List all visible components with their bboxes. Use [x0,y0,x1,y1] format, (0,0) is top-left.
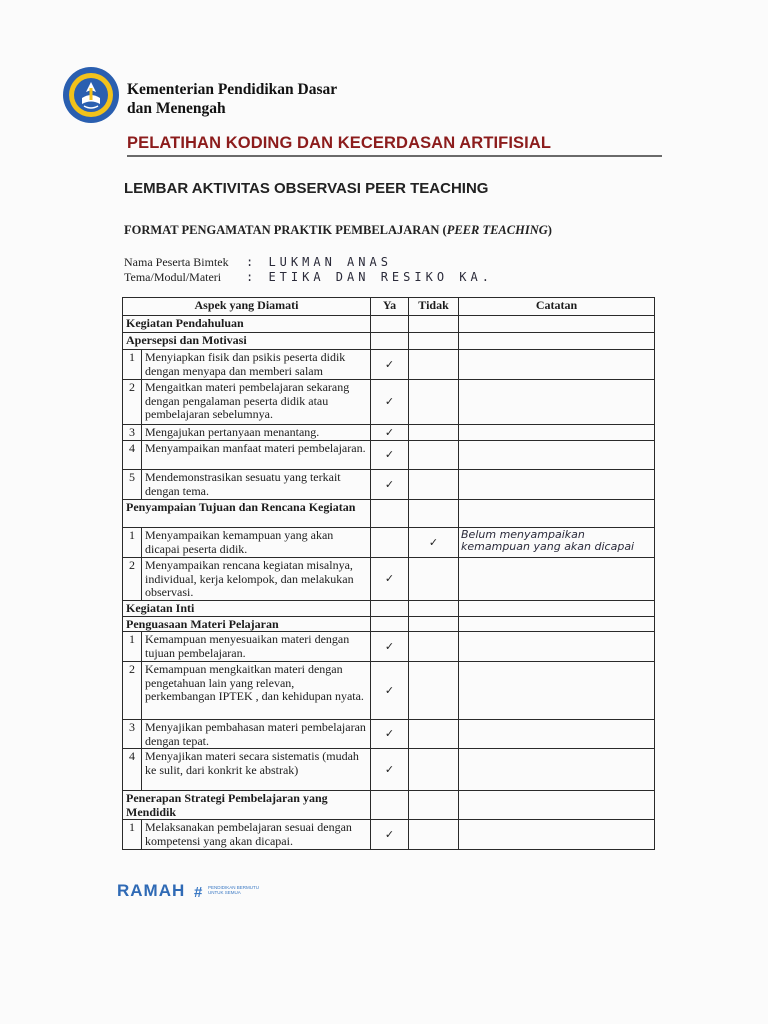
table-row [123,441,655,470]
ya-cell [371,720,409,749]
empty-cell [371,500,409,528]
module-label: Tema/Modul/Materi [124,270,222,284]
item-description: Melaksanakan pembelajaran sesuai dengan kompetensi yang akan dicapai. [142,820,371,850]
notes-cell [459,720,655,749]
item-number: 3 [123,425,142,441]
item-description: Mendemonstrasikan sesuatu yang terkait dengan tema. [142,470,371,500]
item-description: Menyiapkan fisik dan psikis peserta didik dengan menyapa dan memberi salam [142,350,371,380]
subsection-penguasaan-label: Penguasaan Materi Pelajaran [123,616,371,632]
tidak-cell [409,720,459,749]
notes-cell [459,632,655,662]
table-row [123,558,655,601]
module-value: : ETIKA DAN RESIKO KA. [246,270,493,284]
ministry-name [127,80,337,118]
tidak-cell [409,470,459,500]
table-row [123,528,655,558]
empty-cell [371,791,409,820]
item-number: 2 [123,380,142,425]
tidak-cell [409,380,459,425]
item-description: Mengajukan pertanyaan menantang. [142,425,371,441]
item-number: 2 [123,558,142,601]
empty-cell [459,791,655,820]
format-title [124,223,552,238]
notes-cell [459,558,655,601]
header-aspect: Aspek yang Diamati [123,298,371,316]
ya-cell [371,425,409,441]
check-mark-icon: ✓ [384,425,395,439]
tidak-cell [409,632,459,662]
empty-cell [459,316,655,333]
item-number: 3 [123,720,142,749]
item-description: Kemampuan mengkaitkan materi dengan pengetahuan lain yang relevan, perkembangan IPTEK , dan kehidupan nyata. [142,662,371,720]
section-kegiatan-inti-label: Kegiatan Inti [123,601,371,617]
check-mark-icon: ✓ [384,683,395,697]
section-kegiatan-pendahuluan-label: Kegiatan Pendahuluan [123,316,371,333]
ya-cell [371,558,409,601]
tidak-cell [409,749,459,791]
item-number: 1 [123,820,142,850]
item-description: Menyampaikan manfaat materi pembelajaran. [142,441,371,470]
ya-cell [371,662,409,720]
item-number: 1 [123,632,142,662]
check-mark-icon: ✓ [384,639,395,653]
sheet-title: LEMBAR AKTIVITAS OBSERVASI PEER TEACHING [124,180,489,197]
subsection-apersepsi-label: Apersepsi dan Motivasi [123,333,371,350]
subsection-penguasaan [123,616,655,632]
ramah-logo: RAMAH [117,881,186,900]
empty-cell [409,616,459,632]
format-title-italic: PEER TEACHING [446,223,548,237]
notes-cell [459,470,655,500]
empty-cell [459,333,655,350]
notes-cell [459,820,655,850]
subsection-strategi [123,791,655,820]
table-row [123,380,655,425]
subsection-strategi-label: Penerapan Strategi Pembelajaran yang Mendidik [123,791,371,820]
check-mark-icon: ✓ [384,572,395,586]
item-number: 4 [123,441,142,470]
table-row [123,632,655,662]
item-number: 5 [123,470,142,500]
tidak-cell [409,441,459,470]
tidak-cell [409,558,459,601]
empty-cell [409,333,459,350]
ya-cell [371,470,409,500]
notes-cell [459,441,655,470]
table-row [123,662,655,720]
header-tidak: Tidak [409,298,459,316]
empty-cell [459,601,655,617]
tidak-cell [409,528,459,558]
ya-cell [371,820,409,850]
notes-cell [459,425,655,441]
ya-cell [371,441,409,470]
section-kegiatan-pendahuluan [123,316,655,333]
section-kegiatan-inti [123,601,655,617]
empty-cell [371,333,409,350]
item-description: Menyampaikan rencana kegiatan misalnya, individual, kerja kelompok, dan melakukan observasi. [142,558,371,601]
subsection-apersepsi [123,333,655,350]
table-body [123,316,655,850]
notes-cell [459,749,655,791]
notes-cell [459,528,655,558]
tidak-cell [409,662,459,720]
notes-cell [459,662,655,720]
tidak-cell [409,425,459,441]
empty-cell [409,316,459,333]
module-row [124,270,493,285]
check-mark-icon: ✓ [384,448,395,462]
ministry-line-1: Kementerian Pendidikan Dasar [127,81,338,98]
check-mark-icon: ✓ [384,357,395,371]
handwritten-note: Belum menyampaikan kemampuan yang akan dicapai [461,528,635,553]
check-mark-icon: ✓ [384,395,395,409]
header-catatan: Catatan [459,298,655,316]
check-mark-icon: ✓ [384,727,395,741]
table-row [123,820,655,850]
notes-cell [459,350,655,380]
participant-name-value: : LUKMAN ANAS [246,255,392,269]
item-description: Menyajikan materi secara sistematis (mudah ke sulit, dari konkrit ke abstrak) [142,749,371,791]
empty-cell [459,616,655,632]
item-description: Kemampuan menyesuaikan materi dengan tujuan pembelajaran. [142,632,371,662]
tagline: PENDIDIKAN BERMUTU UNTUK SEMUA [208,885,260,895]
table-row [123,720,655,749]
notes-cell [459,380,655,425]
ya-cell [371,528,409,558]
item-number: 4 [123,749,142,791]
empty-cell [409,601,459,617]
empty-cell [409,791,459,820]
header-ya: Ya [371,298,409,316]
check-mark-icon: ✓ [384,477,395,491]
program-title: PELATIHAN KODING DAN KECERDASAN ARTIFISIAL [127,134,552,152]
ya-cell [371,632,409,662]
item-description: Menyajikan pembahasan materi pembelajaran dengan tepat. [142,720,371,749]
empty-cell [371,316,409,333]
table-row [123,350,655,380]
item-description: Menyampaikan kemampuan yang akan dicapai peserta didik. [142,528,371,558]
ya-cell [371,380,409,425]
subsection-penyampaian [123,500,655,528]
ya-cell [371,350,409,380]
item-number: 1 [123,528,142,558]
title-divider [127,155,662,157]
check-mark-icon: ✓ [384,762,395,776]
format-title-main: FORMAT PENGAMATAN PRAKTIK PEMBELAJARAN ( [124,223,447,237]
format-title-end: ) [547,223,552,237]
item-number: 1 [123,350,142,380]
participant-name-label: Nama Peserta Bimtek [124,255,229,269]
hashtag-icon: # [194,884,203,901]
ya-cell [371,749,409,791]
empty-cell [371,601,409,617]
observation-table [122,297,655,850]
table-header-row [123,298,655,316]
empty-cell [459,500,655,528]
table-row [123,470,655,500]
empty-cell [409,500,459,528]
check-mark-icon: ✓ [428,535,439,549]
tidak-cell [409,350,459,380]
ministry-line-2: dan Menengah [127,100,226,117]
item-number: 2 [123,662,142,720]
tut-wuri-handayani-logo-icon [62,66,120,124]
item-description: Mengaitkan materi pembelajaran sekarang dengan pengalaman peserta didik atau pembelajaran sebelumnya. [142,380,371,425]
empty-cell [371,616,409,632]
table-row [123,425,655,441]
tidak-cell [409,820,459,850]
table-row [123,749,655,791]
subsection-penyampaian-label: Penyampaian Tujuan dan Rencana Kegiatan [123,500,371,528]
participant-name-row [124,255,392,270]
check-mark-icon: ✓ [384,827,395,841]
